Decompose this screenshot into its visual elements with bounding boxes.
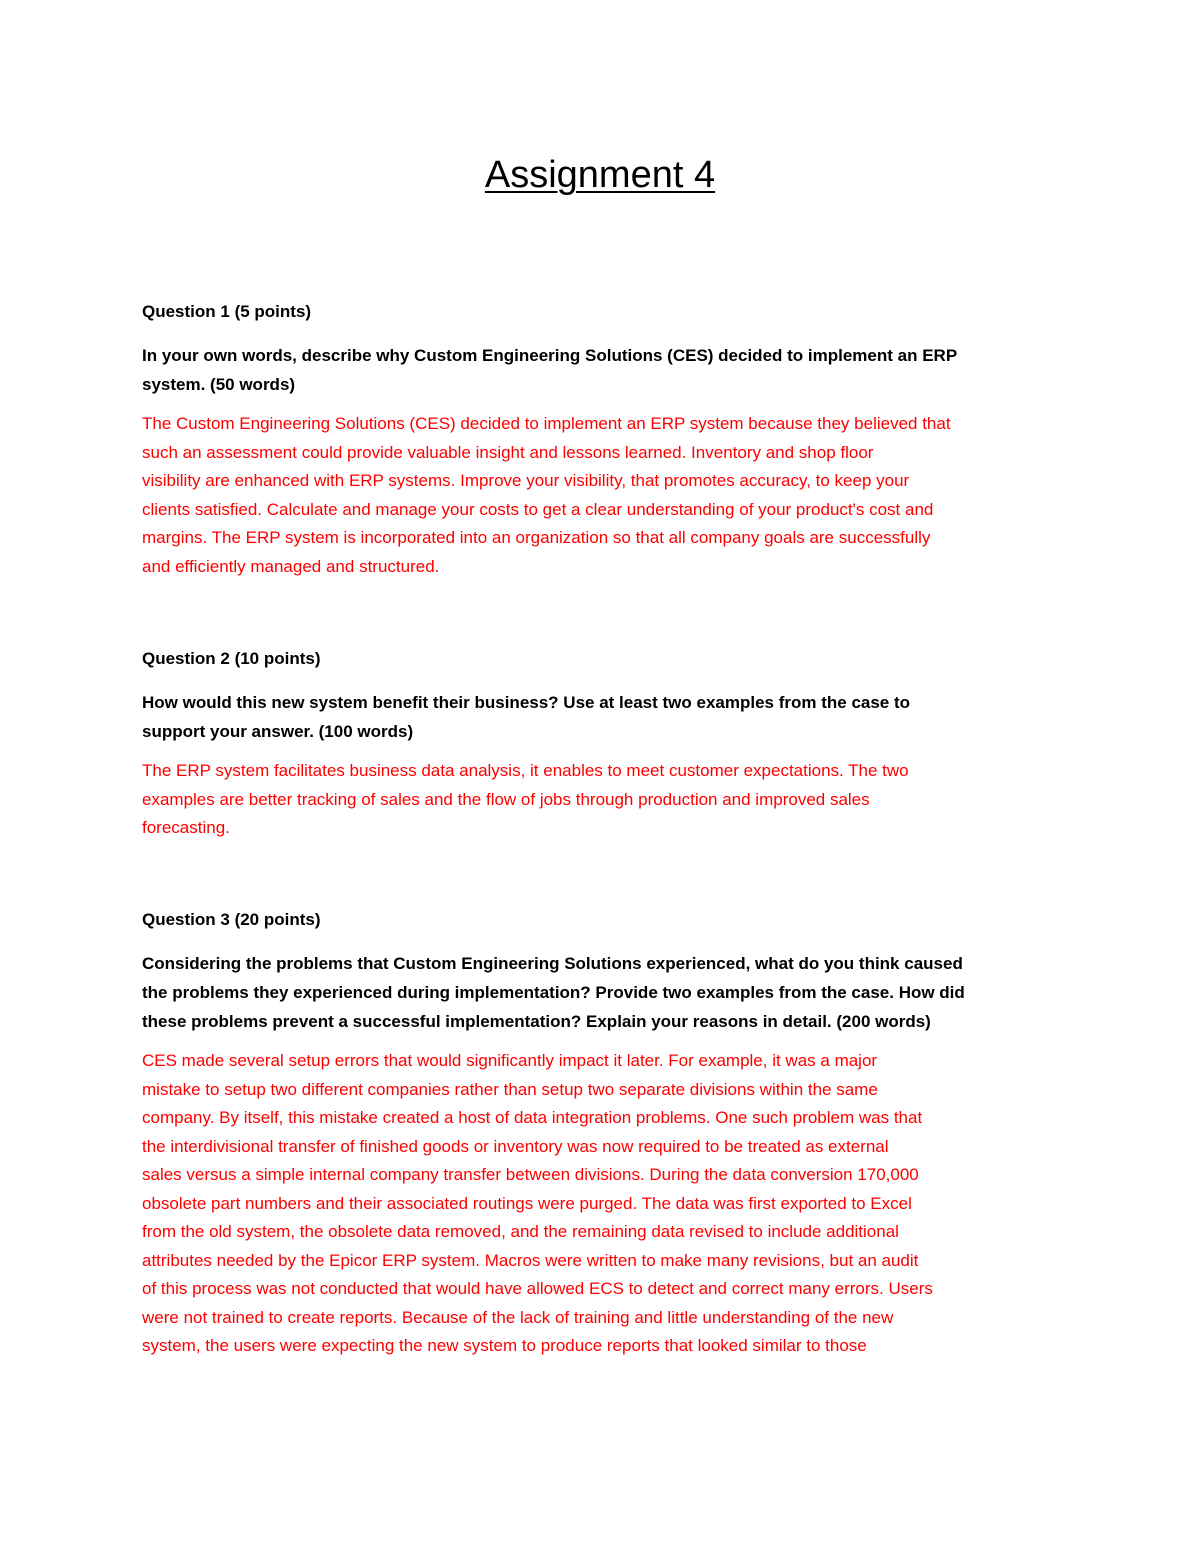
question-2-answer bbox=[142, 757, 1062, 843]
answer-line: company. By itself, this mistake created a host of data integration problems. One such problem was that bbox=[142, 1108, 923, 1127]
answer-line: sales versus a simple internal company transfer between divisions. During the data conversion 170,000 bbox=[142, 1165, 919, 1184]
answer-line: The ERP system facilitates business data analysis, it enables to meet customer expectations. The two bbox=[142, 761, 909, 780]
question-2-prompt bbox=[142, 688, 1062, 746]
question-1-prompt bbox=[142, 341, 1062, 399]
prompt-line: support your answer. (100 words) bbox=[142, 722, 414, 741]
answer-line: attributes needed by the Epicor ERP system. Macros were written to make many revisions, but an audit bbox=[142, 1250, 919, 1270]
answer-line: visibility are enhanced with ERP systems. Improve your visibility, that promotes accuracy, to keep your bbox=[142, 471, 910, 490]
prompt-line: In your own words, describe why Custom Engineering Solutions (CES) decided to implement an ERP bbox=[142, 346, 958, 365]
prompt-line: system. (50 words) bbox=[142, 375, 296, 394]
prompt-line: these problems prevent a successful implementation? Explain your reasons in detail. (200 words) bbox=[142, 1012, 931, 1031]
answer-line: The Custom Engineering Solutions (CES) decided to implement an ERP system because they believed that bbox=[142, 414, 951, 433]
answer-line: and efficiently managed and structured. bbox=[142, 556, 440, 576]
answer-line: system, the users were expecting the new system to produce reports that looked similar to those bbox=[142, 1336, 867, 1355]
question-2-section bbox=[142, 644, 1062, 843]
question-1-answer bbox=[142, 410, 1062, 581]
question-3-prompt bbox=[142, 949, 1062, 1036]
prompt-line: Considering the problems that Custom Engineering Solutions experienced, what do you think caused bbox=[142, 954, 963, 973]
answer-line: such an assessment could provide valuable insight and lessons learned. Inventory and shop floor bbox=[142, 442, 874, 462]
answer-line: examples are better tracking of sales and the flow of jobs through production and improved sales bbox=[142, 789, 870, 809]
prompt-line: How would this new system benefit their business? Use at least two examples from the case to bbox=[142, 693, 911, 712]
question-3-answer bbox=[142, 1047, 1062, 1361]
question-3-heading: Question 3 (20 points) bbox=[142, 910, 321, 929]
answer-line: forecasting. bbox=[142, 818, 230, 837]
question-3-section bbox=[142, 905, 1062, 1361]
answer-line: obsolete part numbers and their associated routings were purged. The data was first exported to Excel bbox=[142, 1193, 912, 1213]
answer-line: of this process was not conducted that would have allowed ECS to detect and correct many errors. Users bbox=[142, 1279, 933, 1298]
answer-line: CES made several setup errors that would significantly impact it later. For example, it was a major bbox=[142, 1051, 878, 1070]
answer-line: the interdivisional transfer of finished goods or inventory was now required to be treated as external bbox=[142, 1136, 889, 1156]
answer-line: clients satisfied. Calculate and manage your costs to get a clear understanding of your product's cost and bbox=[142, 499, 934, 519]
answer-line: margins. The ERP system is incorporated into an organization so that all company goals are successfully bbox=[142, 528, 931, 547]
prompt-line: the problems they experienced during implementation? Provide two examples from the case. How did bbox=[142, 983, 965, 1002]
document-title: Assignment 4 bbox=[484, 154, 716, 196]
answer-line: mistake to setup two different companies rather than setup two separate divisions within the same bbox=[142, 1079, 878, 1099]
question-2-heading: Question 2 (10 points) bbox=[142, 649, 321, 668]
question-1-section bbox=[142, 297, 1062, 581]
question-1-heading: Question 1 (5 points) bbox=[142, 302, 312, 321]
answer-line: from the old system, the obsolete data removed, and the remaining data revised to include additional bbox=[142, 1222, 899, 1241]
answer-line: were not trained to create reports. Because of the lack of training and little understanding of the new bbox=[142, 1307, 894, 1327]
